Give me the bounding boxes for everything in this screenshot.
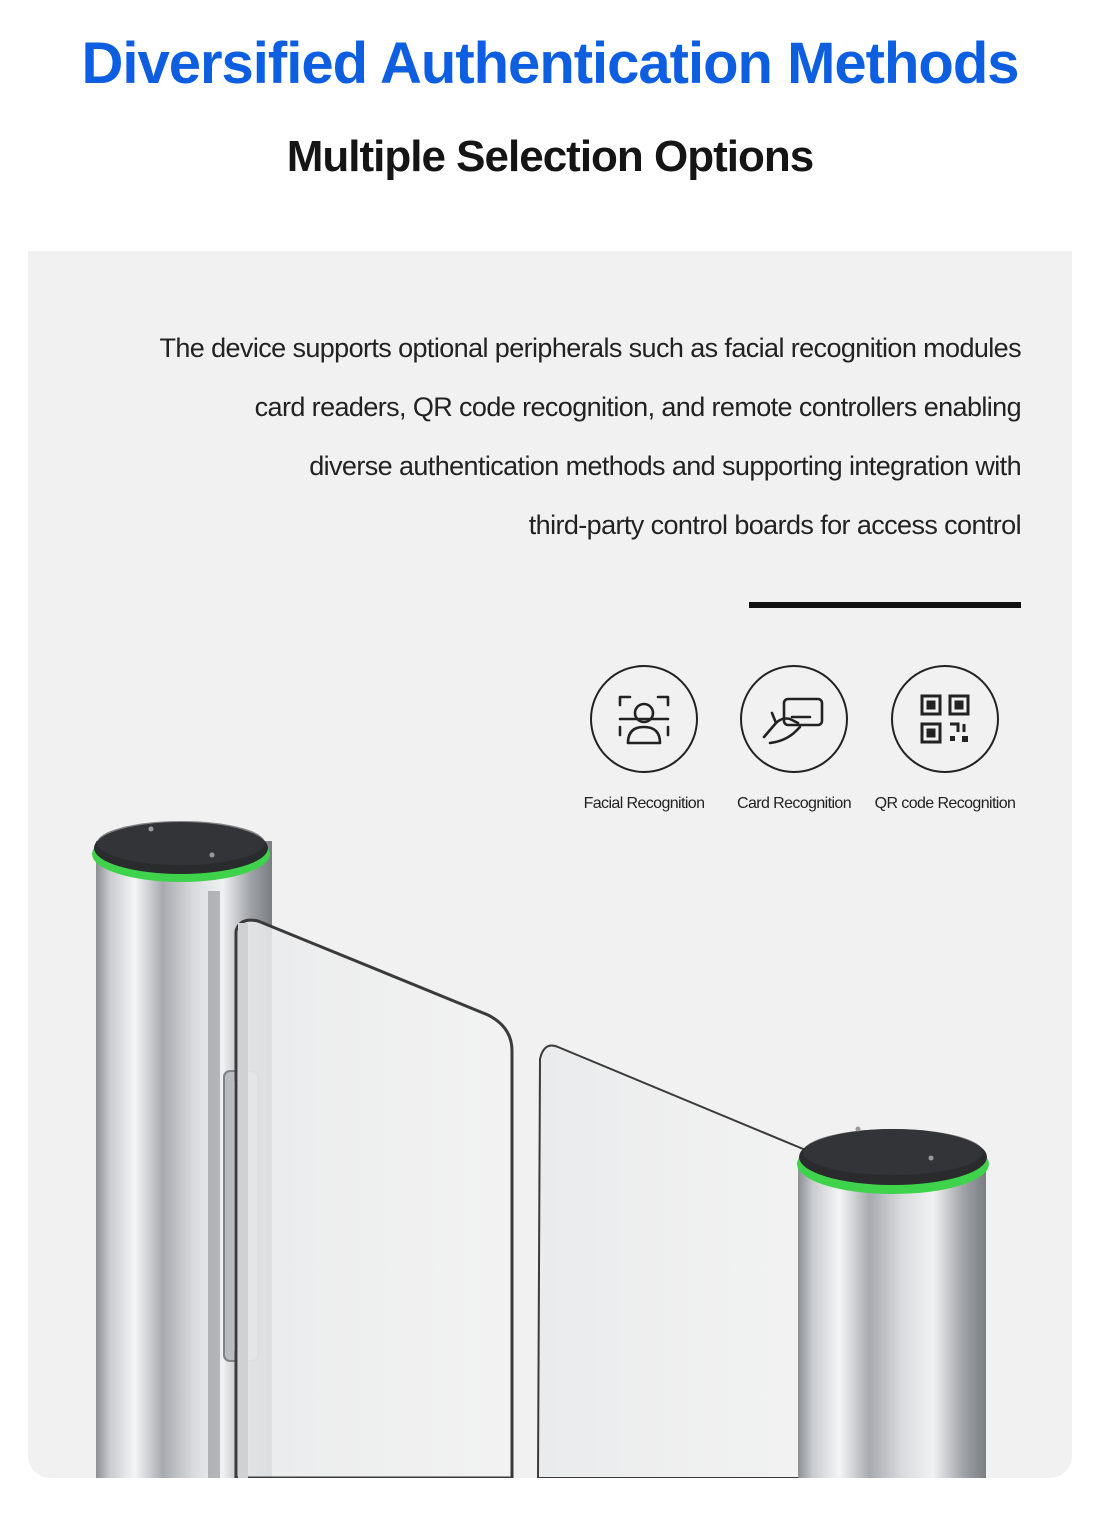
right-pillar [798,1161,986,1478]
feature-facial-recognition [569,665,719,813]
qr-code-icon [891,665,999,773]
feature-card-recognition [719,665,869,813]
feature-qr-code-recognition [870,665,1020,813]
page-subtitle: Multiple Selection Options [286,132,814,181]
card-tap-icon [740,665,848,773]
description-line: diverse authentication methods and supporting integration with [309,451,1021,481]
feature-label: Facial Recognition [583,795,705,812]
product-panel [28,251,1072,1478]
description-line: The device supports optional peripherals such as facial recognition modules [159,333,1021,363]
right-glass-wing [538,1046,808,1479]
feature-description [81,319,1021,555]
page-title: Diversified Authentication Methods [81,31,1019,96]
section-divider [749,602,1021,608]
left-glass-wing [236,920,512,1478]
face-scan-icon [590,665,698,773]
description-line: third-party control boards for access control [528,510,1021,540]
feature-label: QR code Recognition [874,795,1016,812]
feature-label: Card Recognition [736,795,852,812]
description-line: card readers, QR code recognition, and remote controllers enabling [254,392,1021,422]
